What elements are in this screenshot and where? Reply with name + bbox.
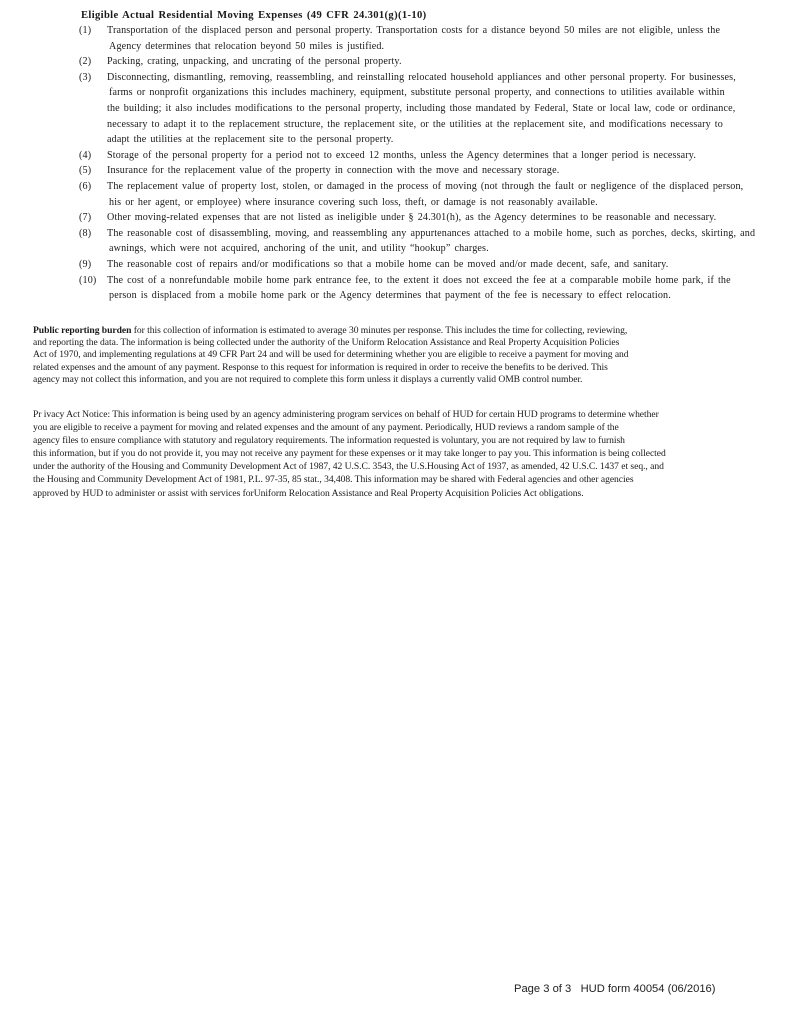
item-line: Packing, crating, unpacking, and uncrating of the personal property. [107,56,402,68]
item-line: Transportation of the displaced person and personal property. Transportation costs for a distance beyond 50 miles are not eligible, unless the [107,25,721,36]
item-line: The reasonable cost of disassembling, moving, and reassembling any appurtenances attached to a mobile home, such as porches, decks, skirting, and [107,227,756,239]
item-number: (5) [79,165,92,177]
item-number: (4) [79,149,92,161]
item-line: his or her agent, or employee) where insurance covering such loss, theft, or damage is not reasonably available. [109,196,598,208]
para-line: Pr ivacy Act Notice: This information is being used by an agency administering program services on behalf of HUD for certain HUD programs to determine whether [33,409,659,420]
list-item [79,226,774,257]
list-item [79,163,774,179]
item-number: (8) [79,227,92,239]
para-line: and reporting the data. The information is being collected under the authority of the Uniform Relocation Assistance and Real Property Acquisition Policies [33,337,620,349]
item-line: The reasonable cost of repairs and/or modifications so that a mobile home can be moved and/or made decent, safe, and sanitary. [107,258,669,270]
public-reporting-lead: Public reporting burden [33,325,132,336]
para-line: under the authority of the Housing and Community Development Act of 1987, 42 U.S.C. 3543, the U.S.Housing Act of 1937, as amended, 42 U.S.C. 1437 et seq., and [33,461,664,473]
item-line: Storage of the personal property for a period not to exceed 12 months, unless the Agency determines that a longer period is necessary. [107,149,697,161]
item-number: (10) [79,274,97,286]
item-line: The replacement value of property lost, stolen, or damaged in the process of moving (not through the fault or negligence of the displaced person, [107,180,744,192]
list-item [79,70,774,148]
item-line: necessary to adapt it to the replacement structure, the replacement site, or the utilities at the replacement site, and modifications necessary to [107,118,723,130]
item-text [107,163,774,179]
item-line: Insurance for the replacement value of the property in connection with the move and necessary storage. [107,165,560,177]
item-number: (6) [79,180,92,192]
item-text [107,23,774,54]
item-number: (3) [79,71,92,83]
page-footer [514,983,716,995]
para-line: agency may not collect this information, and you are not required to complete this form unless it displays a currently valid OMB control number. [33,373,583,385]
item-line: farms or nonprofit organizations this includes machinery, equipment, substitute personal property, and connections to utilities available within [109,87,725,99]
section-title: Eligible Actual Residential Moving Expenses (49 CFR 24.301(g)(1-10) [81,10,427,21]
list-item [79,273,774,304]
item-number: (2) [79,56,92,68]
item-text [107,257,774,273]
item-line: adapt the utilities at the replacement site to the personal property. [107,134,394,146]
eligible-expenses-list [79,23,774,304]
item-line: Disconnecting, dismantling, removing, reassembling, and reinstalling relocated household appliances and other personal property. For businesses, [107,71,736,83]
para-line: Act of 1970, and implementing regulations at 49 CFR Part 24 and will be used for determining whether you are eligible to receive a payment for moving and [33,349,629,361]
item-text [107,179,774,210]
para-line: related expenses and the amount of any payment. Response to this request for information is required in order to receive the benefits to be derived. This [33,361,608,373]
list-item [79,23,774,54]
item-text [107,273,774,304]
para-line: agency files to ensure compliance with statutory and regulatory requirements. The information requested is voluntary, you are not required by law to furnish [33,435,625,447]
list-item [79,179,774,210]
item-text [107,226,774,257]
item-line: The cost of a nonrefundable mobile home park entrance fee, to the extent it does not exceed the fee at a comparable mobile home park, if the [107,274,731,286]
item-number: (9) [79,258,92,270]
para-text: for this collection of information is estimated to average 30 minutes per response. This includes the time for collecting, reviewing, [131,325,628,336]
item-number: (7) [79,212,92,224]
form-id: HUD form 40054 (06/2016) [580,983,716,995]
para-line: this information, but if you do not provide it, you may not receive any payment for these expenses or it may take longer to pay you. This information is being collected [33,448,666,460]
item-text [107,210,774,226]
item-text [107,70,774,148]
item-number: (1) [79,25,92,36]
list-item [79,54,774,70]
para-line: approved by HUD to administer or assist with services forUniform Relocation Assistance and Real Property Acquisition Policies Act obligations. [33,487,584,499]
item-line: person is displaced from a mobile home park or the Agency determines that payment of the fee is necessary to effect relocation. [109,290,671,302]
list-item [79,210,774,226]
item-line: Other moving-related expenses that are not listed as ineligible under § 24.301(h), as the Agency determines to be reasonable and necessary. [107,212,717,224]
item-line: awnings, which were not acquired, anchoring of the unit, and utility “hookup” charges. [109,243,489,255]
item-line: Agency determines that relocation beyond 50 miles is justified. [109,40,385,52]
para-line [33,325,629,337]
para-line: the Housing and Community Development Act of 1981, P.L. 97-35, 85 stat., 34,408. This information may be shared with Federal agencies and other agencies [33,474,634,486]
item-line: the building; it also includes modifications to the personal property, including those mandated by Federal, State or local law, code or ordinance, [107,102,736,114]
item-text [107,54,774,70]
item-text [107,148,774,164]
list-item [79,257,774,273]
privacy-act-notice [33,408,666,500]
para-line: you are eligible to receive a payment for moving and related expenses and the amount of any payment. Periodically, HUD reviews a random sample of the [33,422,619,434]
list-item [79,148,774,164]
public-reporting-burden-notice [33,325,629,386]
page-number: Page 3 of 3 [514,983,572,995]
